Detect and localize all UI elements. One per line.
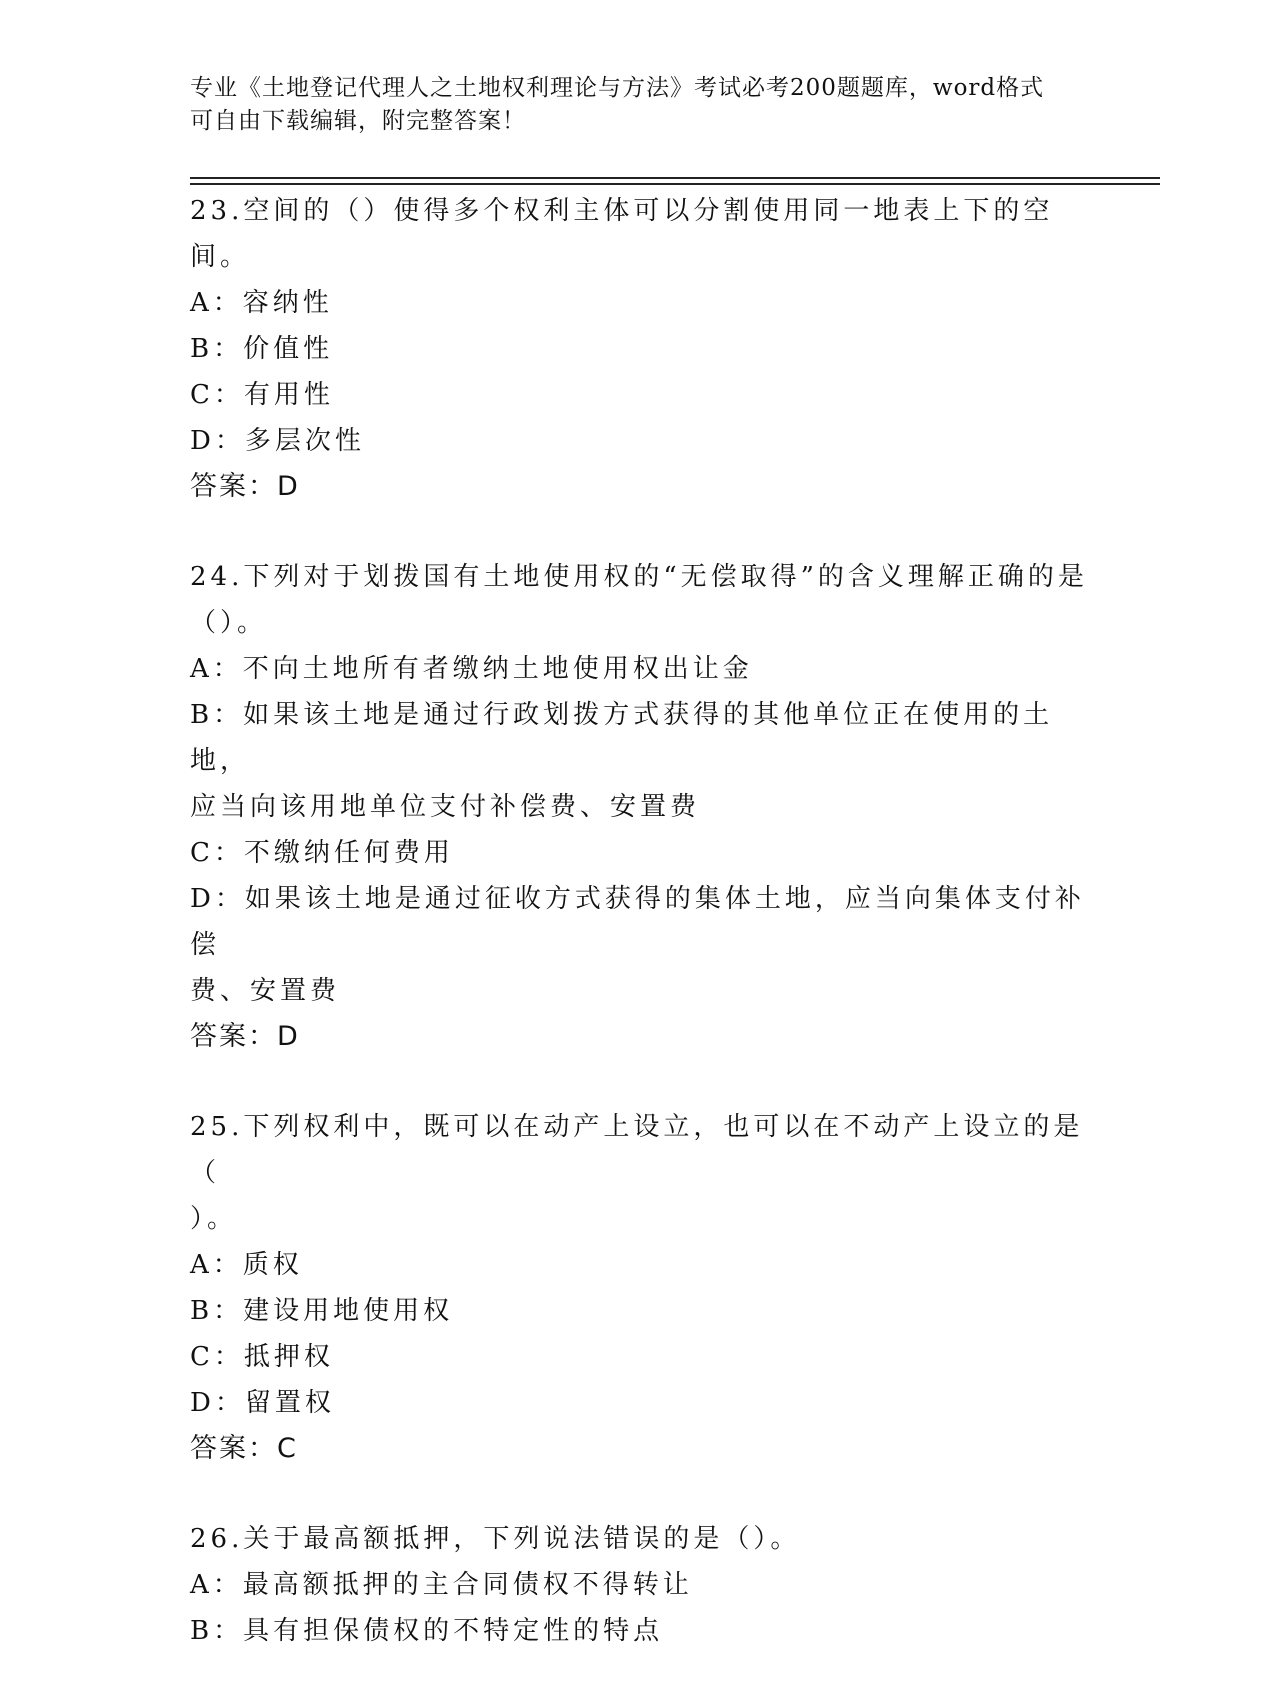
option-d: D：留置权: [190, 1388, 335, 1418]
question-stem: 25.下列权利中，既可以在动产上设立，也可以在不动产上设立的是（: [190, 1112, 1084, 1188]
question-stem-continued: ）。: [190, 1204, 238, 1234]
question-24: [190, 554, 1090, 1060]
option-d-continued: 费、安置费: [190, 976, 341, 1006]
option-b: B：如果该土地是通过行政划拨方式获得的其他单位正在使用的土地，: [190, 700, 1054, 776]
option-b: B：具有担保债权的不特定性的特点: [190, 1616, 664, 1646]
option-c: C：不缴纳任何费用: [190, 838, 454, 868]
option-c: C：有用性: [190, 380, 334, 410]
option-b: B：价值性: [190, 334, 334, 364]
option-b: B：建设用地使用权: [190, 1296, 454, 1326]
option-d: D：如果该土地是通过征收方式获得的集体土地，应当向集体支付补偿: [190, 884, 1085, 960]
option-a: A：不向土地所有者缴纳土地使用权出让金: [190, 654, 753, 684]
header-divider-top: [190, 177, 1160, 179]
option-a: A：质权: [190, 1250, 303, 1280]
question-23: [190, 188, 1090, 510]
question-stem: 26.关于最高额抵押，下列说法错误的是（）。: [190, 1524, 801, 1554]
option-d: D：多层次性: [190, 426, 365, 456]
header-line-2: 可自由下载编辑，附完整答案！: [190, 108, 526, 134]
question-stem: 24.下列对于划拨国有土地使用权的“无偿取得”的含义理解正确的是: [190, 562, 1088, 592]
question-25: [190, 1104, 1090, 1472]
header-divider-bottom: [190, 183, 1160, 185]
option-a: A：最高额抵押的主合同债权不得转让: [190, 1570, 693, 1600]
question-26: [190, 1516, 1090, 1654]
question-stem-continued: （）。: [190, 608, 268, 638]
option-b-continued: 应当向该用地单位支付补偿费、安置费: [190, 792, 701, 822]
answer: 答案：D: [190, 1021, 300, 1052]
option-c: C：抵押权: [190, 1342, 334, 1372]
answer: 答案：C: [190, 1433, 298, 1464]
header-line-1: 专业《土地登记代理人之土地权利理论与方法》考试必考200题题库，word格式: [190, 75, 1045, 101]
question-list: [190, 188, 1090, 1698]
document-header: [190, 72, 1090, 138]
option-a: A：容纳性: [190, 288, 333, 318]
answer: 答案：D: [190, 471, 300, 502]
question-stem: 23.空间的（）使得多个权利主体可以分割使用同一地表上下的空间。: [190, 196, 1054, 272]
